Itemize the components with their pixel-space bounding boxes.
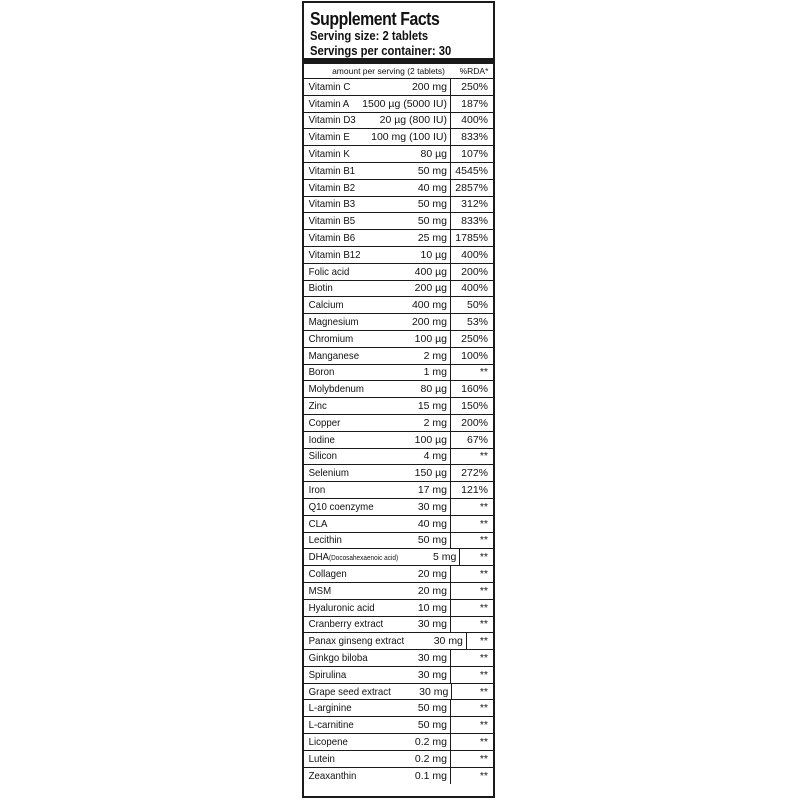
nutrient-name bbox=[304, 366, 390, 378]
amount-per-serving: 0.2 mg bbox=[397, 734, 451, 750]
rda-percent: ** bbox=[479, 534, 488, 547]
nutrient-name-text: Copper bbox=[308, 416, 341, 429]
table-row bbox=[304, 415, 493, 432]
table-row bbox=[304, 398, 493, 415]
table-row bbox=[304, 734, 493, 751]
amount-per-serving: 20 mg bbox=[397, 566, 451, 582]
table-row bbox=[304, 684, 493, 701]
rda-percent: 250% bbox=[461, 80, 488, 93]
table-row bbox=[304, 297, 493, 314]
table-row bbox=[304, 566, 493, 583]
nutrient-name bbox=[304, 568, 390, 580]
nutrient-name-text: MSM bbox=[308, 584, 332, 597]
nutrient-name-text: CLA bbox=[308, 517, 328, 530]
amount-per-serving: 50 mg bbox=[397, 163, 451, 179]
nutrient-name-text: Grape seed extract bbox=[308, 685, 391, 698]
amount-per-serving: 100 µg bbox=[397, 432, 451, 448]
table-row bbox=[304, 381, 493, 398]
nutrient-name bbox=[304, 618, 390, 630]
rda-percent: 4545% bbox=[455, 164, 488, 177]
nutrient-name-text: Hyaluronic acid bbox=[308, 601, 375, 614]
nutrient-name bbox=[304, 652, 390, 664]
rda-percent: ** bbox=[479, 450, 488, 463]
nutrient-name bbox=[304, 400, 390, 412]
nutrient-name bbox=[304, 753, 390, 765]
panel-header bbox=[304, 3, 493, 58]
rda-percent: 121% bbox=[461, 484, 488, 497]
amount-per-serving: 30 mg bbox=[397, 650, 451, 666]
nutrient-name-text: Vitamin A bbox=[308, 97, 350, 110]
servings-per-container: Servings per container: 30 bbox=[310, 44, 452, 58]
amount-per-serving: 10 µg bbox=[397, 247, 451, 263]
rda-percent: 200% bbox=[461, 416, 488, 429]
amount-per-serving: 40 mg bbox=[397, 516, 451, 532]
amount-per-serving: 15 mg bbox=[397, 398, 451, 414]
amount-per-serving: 20 mg bbox=[397, 583, 451, 599]
nutrient-name bbox=[304, 770, 390, 782]
table-row bbox=[304, 180, 493, 197]
nutrient-name-text: Vitamin C bbox=[308, 80, 351, 93]
rda-percent: 400% bbox=[461, 248, 488, 261]
rda-percent: ** bbox=[479, 551, 488, 564]
nutrient-name bbox=[304, 484, 390, 496]
rda-percent: 2857% bbox=[455, 181, 488, 194]
amount-per-serving: 30 mg bbox=[397, 617, 451, 633]
table-row bbox=[304, 365, 493, 382]
rda-percent: 150% bbox=[461, 400, 488, 413]
column-header-row bbox=[304, 64, 493, 79]
supplement-facts-panel bbox=[302, 1, 495, 798]
rda-percent: ** bbox=[479, 719, 488, 732]
nutrient-name-text: Vitamin K bbox=[308, 148, 350, 161]
nutrient-name-text: Biotin bbox=[308, 282, 333, 295]
amount-per-serving: 30 mg bbox=[397, 667, 451, 683]
amount-per-serving: 150 µg bbox=[397, 465, 451, 481]
nutrient-name-text: L-arginine bbox=[308, 702, 352, 715]
rda-column-header: %RDA* bbox=[459, 66, 489, 76]
amount-per-serving: 2 mg bbox=[397, 348, 451, 364]
nutrient-name-text: Manganese bbox=[308, 349, 360, 362]
amount-per-serving: 25 mg bbox=[397, 230, 451, 246]
nutrient-name-text: Boron bbox=[308, 366, 335, 379]
nutrient-name bbox=[304, 282, 390, 294]
table-row bbox=[304, 230, 493, 247]
nutrient-name bbox=[304, 249, 390, 261]
amount-per-serving: 400 µg bbox=[397, 264, 451, 280]
nutrient-name bbox=[304, 434, 390, 446]
rda-percent: ** bbox=[479, 568, 488, 580]
nutrient-name-text: Vitamin B5 bbox=[308, 215, 356, 228]
table-row bbox=[304, 331, 493, 348]
table-row bbox=[304, 79, 493, 96]
table-row bbox=[304, 717, 493, 734]
amount-per-serving: 50 mg bbox=[397, 213, 451, 229]
nutrient-name bbox=[304, 165, 390, 177]
rda-percent: 107% bbox=[461, 148, 488, 161]
nutrient-name bbox=[304, 114, 374, 126]
rda-percent: ** bbox=[479, 618, 488, 631]
nutrient-name bbox=[304, 501, 390, 513]
amount-per-serving: 80 µg bbox=[397, 146, 451, 162]
panel-title: Supplement Facts bbox=[310, 9, 440, 29]
nutrient-name bbox=[304, 316, 390, 328]
amount-per-serving: 1 mg bbox=[397, 365, 451, 381]
nutrient-name-text: Iron bbox=[308, 484, 326, 497]
rda-percent: 200% bbox=[461, 265, 488, 278]
table-row bbox=[304, 465, 493, 482]
nutrient-name bbox=[304, 450, 390, 462]
nutrient-name-text: Ginkgo biloba bbox=[308, 651, 368, 664]
table-row bbox=[304, 449, 493, 466]
nutrient-name-text: Selenium bbox=[308, 467, 349, 480]
amount-per-serving: 80 µg bbox=[397, 381, 451, 397]
amount-per-serving: 200 µg bbox=[397, 281, 451, 297]
table-row bbox=[304, 146, 493, 163]
rda-percent: 1785% bbox=[455, 232, 488, 245]
nutrient-name bbox=[304, 333, 390, 345]
rda-percent: 250% bbox=[461, 332, 488, 345]
nutrient-name-text: Calcium bbox=[308, 299, 344, 312]
nutrient-name bbox=[304, 551, 398, 563]
nutrient-name bbox=[304, 736, 390, 748]
table-row bbox=[304, 600, 493, 617]
rda-percent: 160% bbox=[461, 383, 488, 396]
nutrient-name bbox=[304, 131, 366, 143]
rda-percent: ** bbox=[479, 366, 488, 379]
nutrient-name bbox=[304, 299, 390, 311]
amount-per-serving: 100 mg (100 IU) bbox=[371, 129, 451, 145]
rda-percent: ** bbox=[479, 517, 488, 530]
nutrient-name-text: Lecithin bbox=[308, 534, 342, 547]
table-row bbox=[304, 314, 493, 331]
nutrient-name-text: Spirulina bbox=[308, 668, 347, 681]
nutrient-name-text: Zeaxanthin bbox=[308, 770, 357, 783]
rda-percent: ** bbox=[479, 584, 488, 597]
nutrient-name bbox=[304, 669, 390, 681]
rda-percent: 312% bbox=[461, 198, 488, 211]
rda-percent: 400% bbox=[461, 282, 488, 295]
amount-per-serving: 30 mg bbox=[397, 499, 451, 515]
table-row bbox=[304, 163, 493, 180]
rda-percent: ** bbox=[479, 702, 488, 715]
rda-percent: ** bbox=[479, 635, 488, 648]
amount-per-serving: 17 mg bbox=[397, 482, 451, 498]
table-row bbox=[304, 533, 493, 550]
rda-percent: ** bbox=[479, 500, 488, 513]
amount-per-serving: 0.2 mg bbox=[397, 751, 451, 767]
table-row bbox=[304, 700, 493, 717]
amount-per-serving: 2 mg bbox=[397, 415, 451, 431]
rda-percent: ** bbox=[479, 651, 488, 664]
nutrient-name bbox=[304, 182, 390, 194]
nutrient-name bbox=[304, 383, 390, 395]
rda-percent: 100% bbox=[461, 349, 488, 362]
amount-per-serving: 40 mg bbox=[397, 180, 451, 196]
nutrient-name bbox=[304, 602, 390, 614]
table-row bbox=[304, 751, 493, 768]
nutrient-name-text: Iodine bbox=[308, 433, 335, 446]
rda-percent: ** bbox=[479, 735, 488, 748]
nutrient-name bbox=[304, 266, 390, 278]
amount-per-serving: 50 mg bbox=[397, 700, 451, 716]
rda-percent: ** bbox=[479, 601, 488, 614]
nutrient-name-text: Vitamin D3 bbox=[308, 114, 356, 127]
nutrient-name-text: Vitamin B12 bbox=[308, 248, 361, 261]
table-row bbox=[304, 482, 493, 499]
amount-per-serving: 50 mg bbox=[397, 197, 451, 213]
rda-percent: ** bbox=[479, 685, 488, 698]
nutrient-name-subtext: (Docosahexaenoic acid) bbox=[328, 555, 399, 563]
amount-per-serving: 100 µg bbox=[397, 331, 451, 347]
nutrient-name-text: Vitamin B2 bbox=[308, 181, 356, 194]
nutrient-name-text: Silicon bbox=[308, 450, 338, 463]
nutrient-name-text: Cranberry extract bbox=[308, 618, 384, 631]
nutrient-name-text: L-carnitine bbox=[308, 719, 354, 732]
nutrient-name-text: Magnesium bbox=[308, 316, 359, 329]
table-row bbox=[304, 650, 493, 667]
nutrient-table bbox=[304, 79, 493, 784]
amount-per-serving: 400 mg bbox=[397, 297, 451, 313]
amount-per-serving: 1500 µg (5000 IU) bbox=[362, 96, 451, 112]
rda-percent: 400% bbox=[461, 114, 488, 127]
nutrient-name-text: Zinc bbox=[308, 400, 327, 413]
nutrient-name-text: Vitamin B3 bbox=[308, 198, 356, 211]
nutrient-name bbox=[304, 198, 390, 210]
nutrient-name-text: DHA bbox=[308, 551, 329, 564]
rda-percent: ** bbox=[479, 752, 488, 765]
table-row bbox=[304, 247, 493, 264]
nutrient-name bbox=[304, 719, 390, 731]
table-row bbox=[304, 549, 493, 566]
table-row bbox=[304, 583, 493, 600]
amount-per-serving: 50 mg bbox=[397, 533, 451, 549]
rda-percent: ** bbox=[479, 770, 488, 783]
nutrient-name-text: Molybdenum bbox=[308, 383, 364, 396]
amount-per-serving: 5 mg bbox=[406, 549, 460, 565]
nutrient-name-text: Vitamin B1 bbox=[308, 164, 356, 177]
rda-percent: 272% bbox=[461, 467, 488, 480]
nutrient-name-text: Lutein bbox=[308, 752, 335, 765]
nutrient-name-text: Panax ginseng extract bbox=[308, 635, 405, 648]
nutrient-name-text: Collagen bbox=[308, 568, 347, 580]
amount-per-serving: 200 mg bbox=[397, 314, 451, 330]
nutrient-name-text: Vitamin E bbox=[308, 131, 350, 144]
nutrient-name bbox=[304, 81, 390, 93]
table-row bbox=[304, 197, 493, 214]
rda-percent: 53% bbox=[466, 316, 488, 329]
serving-size: Serving size: 2 tablets bbox=[310, 29, 429, 43]
nutrient-name bbox=[304, 585, 390, 597]
rda-percent: 833% bbox=[461, 215, 488, 228]
nutrient-name bbox=[304, 148, 390, 160]
nutrient-name-text: Folic acid bbox=[308, 265, 350, 278]
table-row bbox=[304, 768, 493, 785]
table-row bbox=[304, 633, 493, 650]
rda-percent: 187% bbox=[461, 97, 488, 110]
nutrient-name bbox=[304, 232, 390, 244]
nutrient-name bbox=[304, 518, 390, 530]
nutrient-name bbox=[304, 98, 357, 110]
nutrient-name bbox=[304, 635, 404, 647]
table-row bbox=[304, 213, 493, 230]
table-row bbox=[304, 129, 493, 146]
table-row bbox=[304, 432, 493, 449]
nutrient-name bbox=[304, 417, 390, 429]
nutrient-name bbox=[304, 686, 391, 698]
amount-per-serving: 4 mg bbox=[397, 449, 451, 465]
nutrient-name bbox=[304, 702, 390, 714]
table-row bbox=[304, 264, 493, 281]
nutrient-name-text: Q10 coenzyme bbox=[308, 500, 374, 513]
nutrient-name bbox=[304, 215, 390, 227]
table-row bbox=[304, 348, 493, 365]
table-row bbox=[304, 667, 493, 684]
amount-per-serving: 20 µg (800 IU) bbox=[380, 113, 451, 129]
table-row bbox=[304, 113, 493, 130]
amount-per-serving: 200 mg bbox=[397, 79, 451, 95]
rda-percent: 50% bbox=[466, 299, 488, 312]
rda-percent: 833% bbox=[461, 131, 488, 144]
amount-per-serving: 50 mg bbox=[397, 717, 451, 733]
table-row bbox=[304, 96, 493, 113]
table-row bbox=[304, 281, 493, 298]
amount-column-header: amount per serving (2 tablets) bbox=[332, 66, 445, 76]
amount-per-serving: 30 mg bbox=[413, 633, 467, 649]
nutrient-name-text: Chromium bbox=[308, 332, 354, 345]
table-row bbox=[304, 516, 493, 533]
table-row bbox=[304, 617, 493, 634]
nutrient-name bbox=[304, 467, 390, 479]
nutrient-name bbox=[304, 350, 390, 362]
rda-percent: 67% bbox=[466, 433, 488, 446]
table-row bbox=[304, 499, 493, 516]
amount-per-serving: 0.1 mg bbox=[397, 768, 451, 785]
nutrient-name-text: Licopene bbox=[308, 735, 348, 748]
amount-per-serving: 30 mg bbox=[398, 684, 452, 700]
amount-per-serving: 10 mg bbox=[397, 600, 451, 616]
nutrient-name bbox=[304, 534, 390, 546]
nutrient-name-text: Vitamin B6 bbox=[308, 232, 356, 245]
rda-percent: ** bbox=[479, 668, 488, 681]
